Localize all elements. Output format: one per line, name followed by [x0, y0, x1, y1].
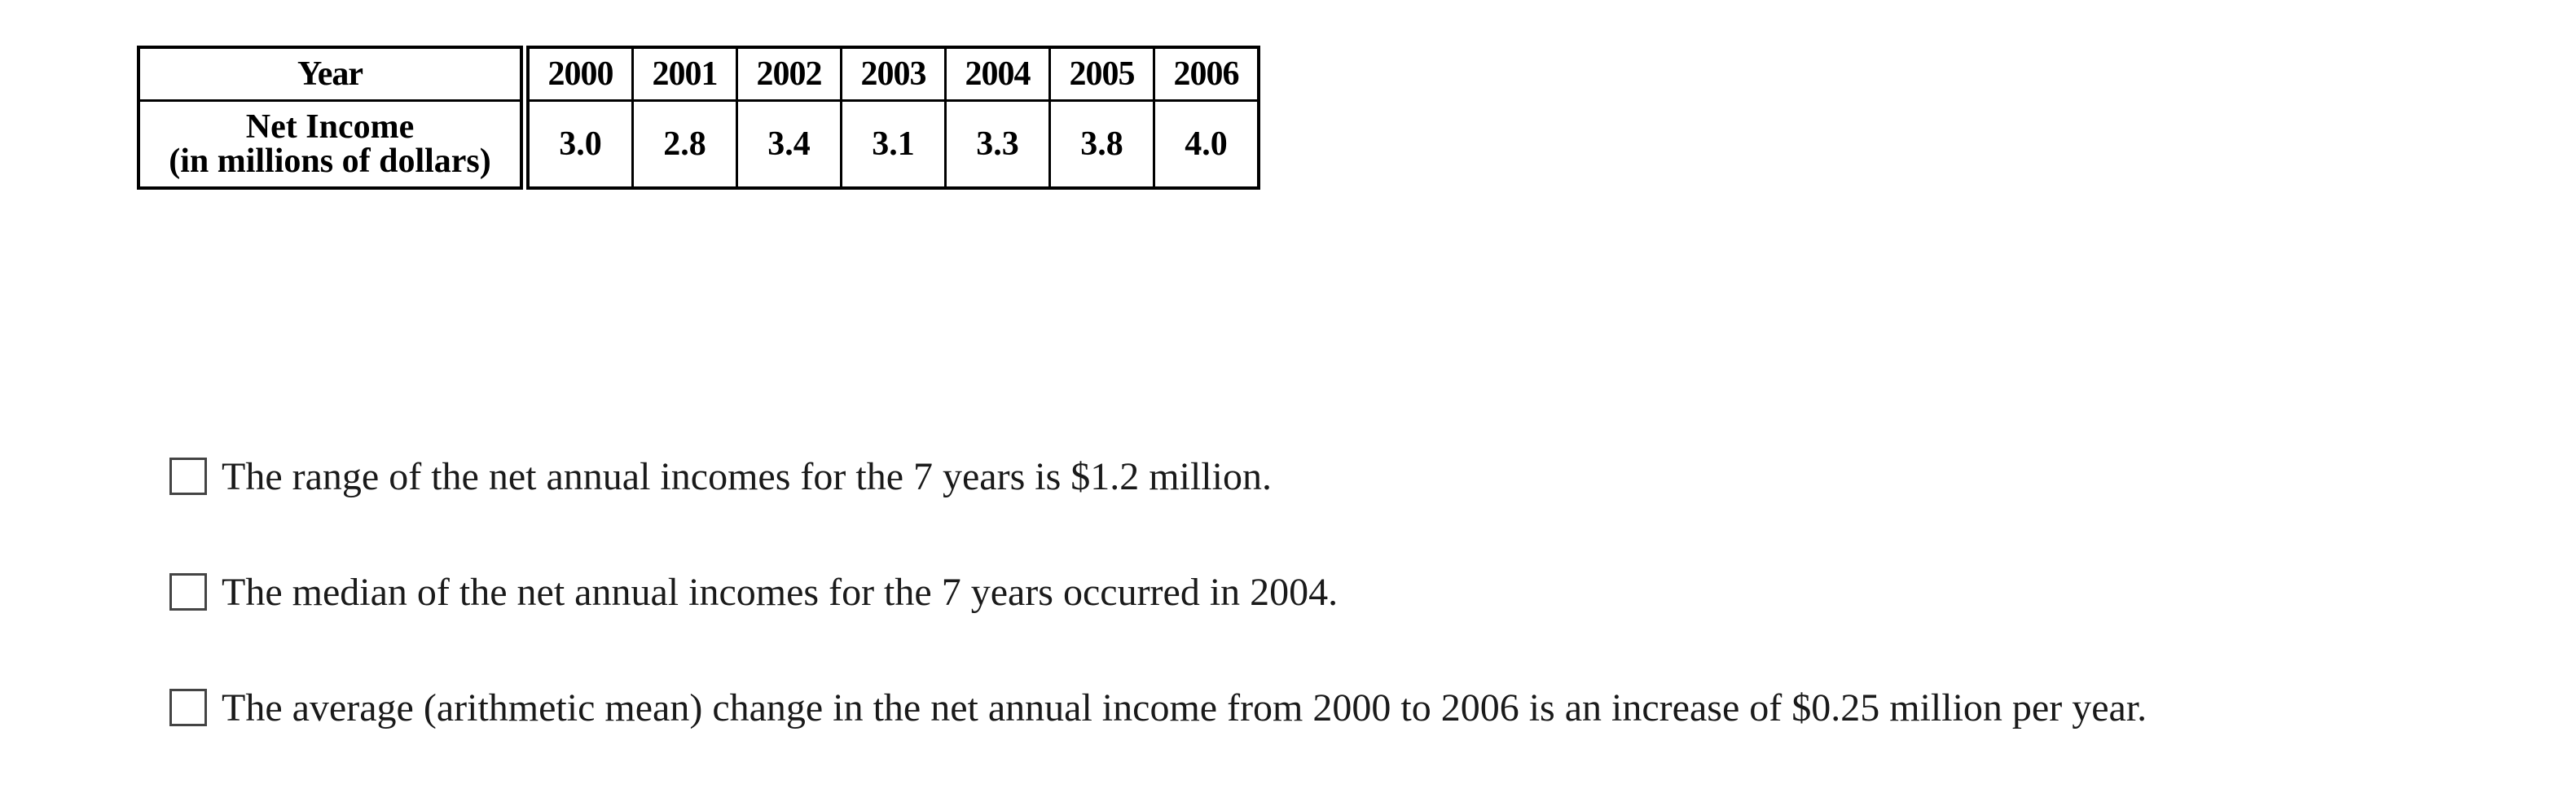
year-cell: 2003	[842, 47, 946, 101]
income-cell: 3.4	[737, 101, 842, 189]
income-cell: 3.0	[525, 101, 633, 189]
option-text: The average (arithmetic mean) change in the net annual income from 2000 to 2006 is an increase of $0.25 million per year.	[222, 686, 2147, 729]
year-cell: 2001	[633, 47, 737, 101]
option-checkbox[interactable]	[169, 689, 207, 726]
answer-options	[169, 446, 2147, 793]
income-cell: 3.8	[1050, 101, 1154, 189]
net-income-table	[137, 46, 1260, 190]
income-row	[138, 101, 1259, 189]
answer-option[interactable]	[169, 677, 2147, 738]
income-cell: 4.0	[1154, 101, 1259, 189]
year-cell: 2000	[525, 47, 633, 101]
year-cell: 2002	[737, 47, 842, 101]
option-text: The median of the net annual incomes for the 7 years occurred in 2004.	[222, 570, 1339, 614]
option-text: The range of the net annual incomes for the 7 years is $1.2 million.	[222, 454, 1272, 498]
answer-option[interactable]	[169, 446, 2147, 506]
option-checkbox[interactable]	[169, 458, 207, 495]
year-cell: 2005	[1050, 47, 1154, 101]
year-header: Year	[138, 47, 525, 101]
income-header-line1: Net Income	[245, 108, 415, 146]
year-cell: 2006	[1154, 47, 1259, 101]
option-checkbox[interactable]	[169, 573, 207, 611]
answer-option[interactable]	[169, 562, 2147, 622]
year-cell: 2004	[946, 47, 1050, 101]
year-row	[138, 47, 1259, 101]
income-cell: 3.3	[946, 101, 1050, 189]
income-cell: 2.8	[633, 101, 737, 189]
income-cell: 3.1	[842, 101, 946, 189]
income-header	[138, 101, 525, 189]
income-header-line2: (in millions of dollars)	[169, 142, 491, 180]
